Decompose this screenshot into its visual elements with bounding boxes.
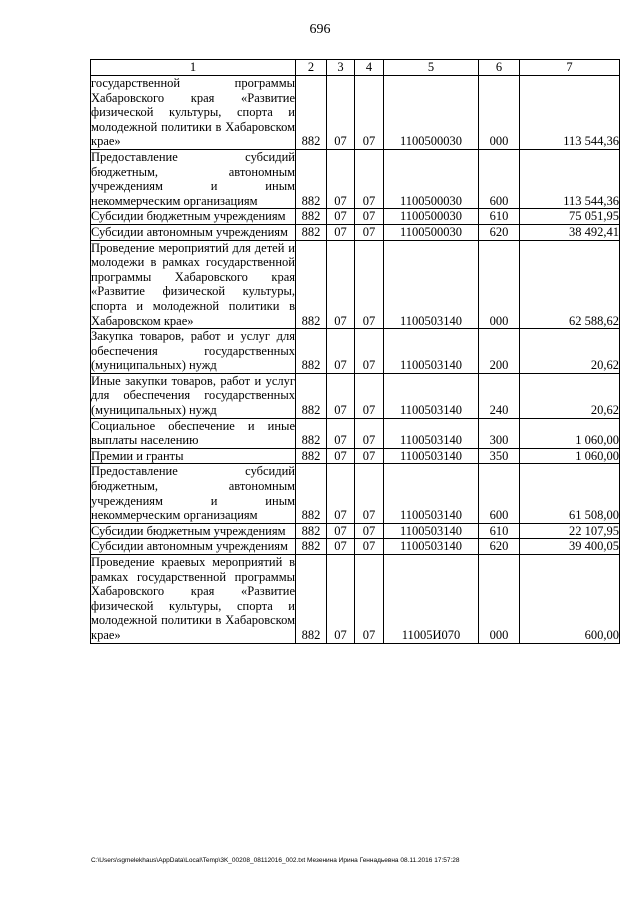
column-header: 1	[91, 60, 296, 76]
section-cell: 07	[327, 76, 355, 150]
admin-code-cell: 882	[296, 448, 327, 464]
section-cell: 07	[327, 523, 355, 539]
section-cell: 07	[327, 329, 355, 374]
admin-code-cell: 882	[296, 373, 327, 418]
table-row	[91, 329, 620, 374]
amount-cell: 22 107,95	[520, 523, 620, 539]
table-row	[91, 418, 620, 448]
section-cell: 07	[327, 539, 355, 555]
subsection-cell: 07	[355, 448, 384, 464]
target-article-cell: 1100500030	[384, 209, 479, 225]
subsection-cell: 07	[355, 555, 384, 644]
file-path-footer: C:\Users\sgmelekhaus\AppData\Local\Temp\3K_00208_08112016_002.txt Мезенина Ирина Геннадьевна 08.11.2016 17:57:28	[91, 857, 460, 864]
target-article-cell: 1100503140	[384, 448, 479, 464]
expense-type-cell: 000	[479, 555, 520, 644]
target-article-cell: 1100503140	[384, 240, 479, 329]
section-cell: 07	[327, 555, 355, 644]
expense-type-cell: 350	[479, 448, 520, 464]
subsection-cell: 07	[355, 149, 384, 208]
expense-type-cell: 000	[479, 240, 520, 329]
budget-table	[90, 59, 620, 644]
expense-type-cell: 610	[479, 209, 520, 225]
expense-type-cell: 200	[479, 329, 520, 374]
admin-code-cell: 882	[296, 240, 327, 329]
row-name-cell: Проведение мероприятий для детей и молодежи в рамках государственной программы Хабаровского края «Развитие физической культуры, спорта и молодежной политики в Хабаровском крае»	[91, 240, 295, 328]
admin-code-cell: 882	[296, 523, 327, 539]
amount-cell: 600,00	[520, 555, 620, 644]
section-cell: 07	[327, 418, 355, 448]
section-cell: 07	[327, 149, 355, 208]
row-name-cell: Субсидии автономным учреждениям	[91, 224, 296, 240]
table-row	[91, 224, 620, 240]
admin-code-cell: 882	[296, 464, 327, 523]
column-header: 3	[327, 60, 355, 76]
subsection-cell: 07	[355, 464, 384, 523]
row-name-cell: Закупка товаров, работ и услуг для обеспечения государственных (муниципальных) нужд	[91, 329, 295, 373]
section-cell: 07	[327, 209, 355, 225]
subsection-cell: 07	[355, 76, 384, 150]
target-article-cell: 1100503140	[384, 464, 479, 523]
subsection-cell: 07	[355, 224, 384, 240]
subsection-cell: 07	[355, 329, 384, 374]
expense-type-cell: 300	[479, 418, 520, 448]
target-article-cell: 11005И070	[384, 555, 479, 644]
section-cell: 07	[327, 464, 355, 523]
target-article-cell: 1100500030	[384, 149, 479, 208]
expense-type-cell: 600	[479, 464, 520, 523]
subsection-cell: 07	[355, 539, 384, 555]
row-name-cell: Субсидии бюджетным учреждениям	[91, 209, 296, 225]
amount-cell: 75 051,95	[520, 209, 620, 225]
column-header: 7	[520, 60, 620, 76]
table-row	[91, 539, 620, 555]
admin-code-cell: 882	[296, 149, 327, 208]
amount-cell: 20,62	[520, 329, 620, 374]
row-name-cell: Социальное обеспечение и иные выплаты населению	[91, 418, 295, 448]
subsection-cell: 07	[355, 418, 384, 448]
table-row	[91, 448, 620, 464]
amount-cell: 20,62	[520, 373, 620, 418]
target-article-cell: 1100503140	[384, 329, 479, 374]
table-row	[91, 373, 620, 418]
admin-code-cell: 882	[296, 329, 327, 374]
column-header: 4	[355, 60, 384, 76]
amount-cell: 39 400,05	[520, 539, 620, 555]
section-cell: 07	[327, 240, 355, 329]
admin-code-cell: 882	[296, 418, 327, 448]
table-row	[91, 149, 620, 208]
amount-cell: 1 060,00	[520, 418, 620, 448]
row-name-cell: государственной программы Хабаровского края «Развитие физической культуры, спорта и молодежной политики в Хабаровском крае»	[91, 76, 295, 149]
target-article-cell: 1100503140	[384, 523, 479, 539]
target-article-cell: 1100503140	[384, 373, 479, 418]
table-row	[91, 464, 620, 523]
column-header: 2	[296, 60, 327, 76]
table-row	[91, 555, 620, 644]
row-name-cell: Премии и гранты	[91, 448, 296, 464]
section-cell: 07	[327, 373, 355, 418]
admin-code-cell: 882	[296, 555, 327, 644]
target-article-cell: 1100503140	[384, 418, 479, 448]
admin-code-cell: 882	[296, 209, 327, 225]
subsection-cell: 07	[355, 373, 384, 418]
table-row	[91, 209, 620, 225]
amount-cell: 38 492,41	[520, 224, 620, 240]
section-cell: 07	[327, 448, 355, 464]
amount-cell: 62 588,62	[520, 240, 620, 329]
subsection-cell: 07	[355, 523, 384, 539]
target-article-cell: 1100500030	[384, 76, 479, 150]
column-header: 5	[384, 60, 479, 76]
subsection-cell: 07	[355, 209, 384, 225]
amount-cell: 1 060,00	[520, 448, 620, 464]
expense-type-cell: 610	[479, 523, 520, 539]
row-name-cell: Проведение краевых мероприятий в рамках государственной программы Хабаровского края «Развитие физической культуры, спорта и молодежной политики в Хабаровском крае»	[91, 555, 295, 642]
target-article-cell: 1100500030	[384, 224, 479, 240]
table-row	[91, 240, 620, 329]
amount-cell: 61 508,00	[520, 464, 620, 523]
column-header: 6	[479, 60, 520, 76]
row-name-cell: Субсидии бюджетным учреждениям	[91, 523, 296, 539]
target-article-cell: 1100503140	[384, 539, 479, 555]
page-number: 696	[309, 22, 331, 37]
expense-type-cell: 240	[479, 373, 520, 418]
admin-code-cell: 882	[296, 224, 327, 240]
expense-type-cell: 620	[479, 539, 520, 555]
expense-type-cell: 600	[479, 149, 520, 208]
expense-type-cell: 620	[479, 224, 520, 240]
subsection-cell: 07	[355, 240, 384, 329]
table-row	[91, 523, 620, 539]
row-name-cell: Субсидии автономным учреждениям	[91, 539, 296, 555]
amount-cell: 113 544,36	[520, 76, 620, 150]
expense-type-cell: 000	[479, 76, 520, 150]
header-row	[91, 60, 620, 76]
row-name-cell: Иные закупки товаров, работ и услуг для обеспечения государственных (муниципальных) нужд	[91, 373, 295, 418]
table-row	[91, 76, 620, 150]
amount-cell: 113 544,36	[520, 149, 620, 208]
section-cell: 07	[327, 224, 355, 240]
admin-code-cell: 882	[296, 539, 327, 555]
row-name-cell: Предоставление субсидий бюджетным, автономным учреждениям и иным некоммерческим организациям	[91, 149, 295, 208]
row-name-cell: Предоставление субсидий бюджетным, автономным учреждениям и иным некоммерческим организациям	[91, 464, 295, 523]
admin-code-cell: 882	[296, 76, 327, 150]
